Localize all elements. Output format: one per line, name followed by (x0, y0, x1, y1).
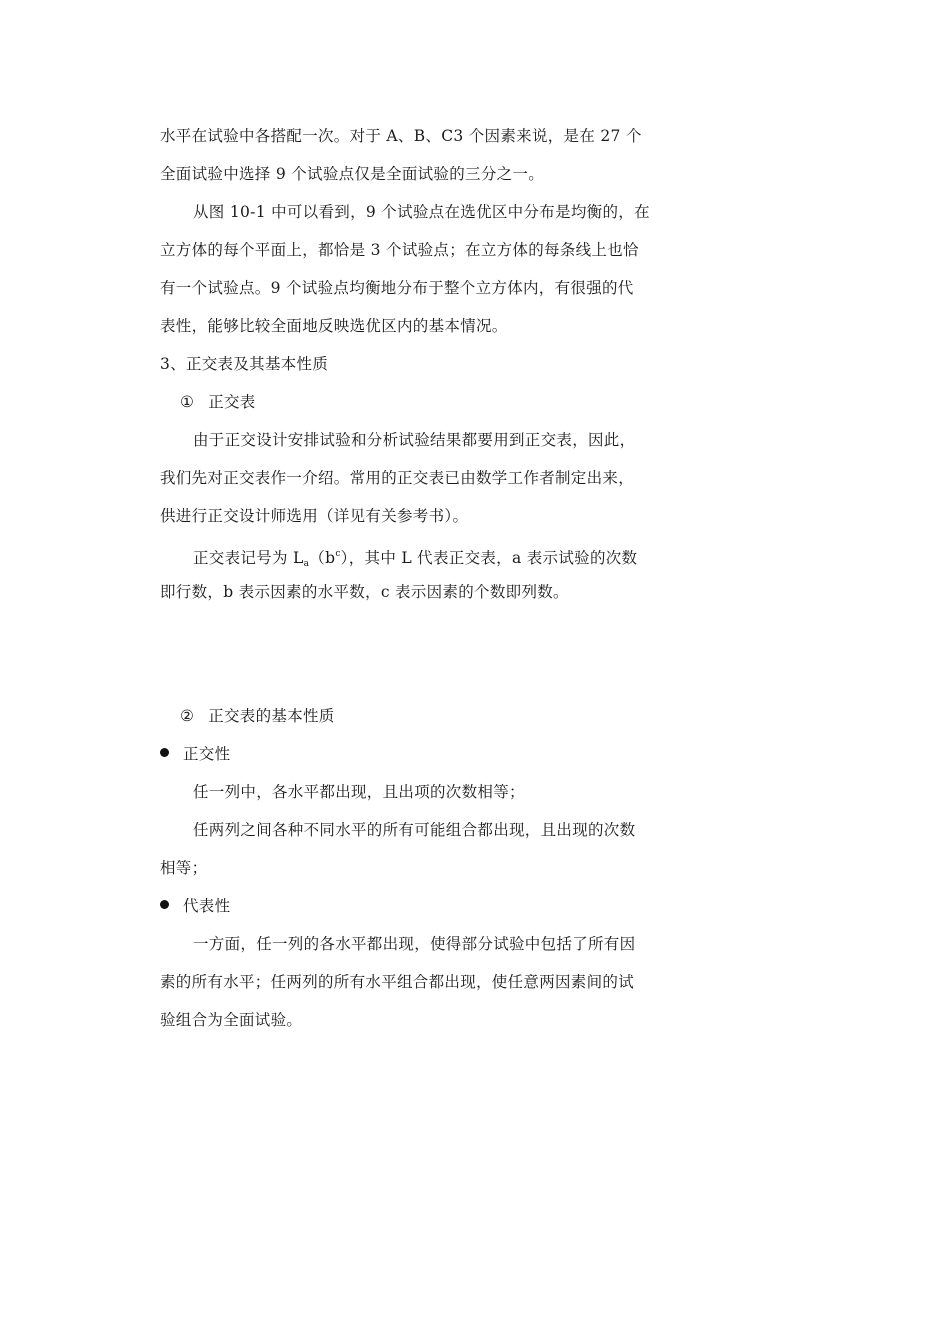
notation-suffix: ），其中 L 代表正交表，a 表示试验的次数 (340, 549, 638, 567)
subsection-heading-2 (180, 706, 335, 726)
paragraph-line: 水平在试验中各搭配一次。对于 A、B、C3 个因素来说，是在 27 个 (160, 127, 642, 145)
paragraph-line: 一方面，任一列的各水平都出现，使得部分试验中包括了所有因 (193, 935, 636, 953)
bullet-item-orthogonality (160, 744, 230, 764)
paragraph-line: 相等； (160, 859, 208, 877)
notation-mid: （b (309, 549, 336, 567)
paragraph-line: 供进行正交设计师选用（详见有关参考书）。 (160, 507, 469, 525)
bullet-icon (160, 748, 169, 757)
paragraph-line: 即行数，b 表示因素的水平数，c 表示因素的个数即列数。 (160, 583, 569, 601)
notation-subscript: a (303, 559, 310, 569)
paragraph-line: 素的所有水平；任两列的所有水平组合都出现，使任意两因素间的试 (160, 973, 635, 991)
paragraph-line: 立方体的每个平面上，都恰是 3 个试验点；在立方体的每条线上也恰 (160, 241, 639, 259)
paragraph-line: 我们先对正交表作一介绍。常用的正交表已由数学工作者制定出来， (160, 469, 635, 487)
subsection-heading-1 (180, 392, 256, 412)
subsection-title: 正交表 (208, 393, 256, 411)
bullet-label: 代表性 (183, 897, 231, 915)
paragraph-line: 从图 10-1 中可以看到，9 个试验点在选优区中分布是均衡的，在 (193, 203, 650, 221)
circled-number-2: ② (180, 707, 195, 725)
bullet-label: 正交性 (183, 745, 231, 763)
paragraph-line-notation (193, 544, 637, 574)
section-heading: 3、正交表及其基本性质 (160, 355, 329, 373)
subsection-title: 正交表的基本性质 (208, 707, 335, 725)
circled-number-1: ① (180, 393, 195, 411)
bullet-item-representativeness (160, 896, 230, 916)
paragraph-line: 全面试验中选择 9 个试验点仅是全面试验的三分之一。 (160, 165, 545, 183)
paragraph-line: 由于正交设计安排试验和分析试验结果都要用到正交表，因此， (193, 431, 636, 449)
notation-superscript: c (335, 549, 341, 559)
bullet-icon (160, 900, 169, 909)
paragraph-line: 任一列中，各水平都出现，且出项的次数相等； (193, 783, 525, 801)
notation-prefix: 正交表记号为 L (193, 549, 304, 567)
paragraph-line: 验组合为全面试验。 (160, 1011, 303, 1029)
paragraph-line: 任两列之间各种不同水平的所有可能组合都出现，且出现的次数 (193, 821, 636, 839)
paragraph-line: 有一个试验点。9 个试验点均衡地分布于整个立方体内，有很强的代 (160, 279, 634, 297)
paragraph-line: 表性，能够比较全面地反映选优区内的基本情况。 (160, 317, 508, 335)
